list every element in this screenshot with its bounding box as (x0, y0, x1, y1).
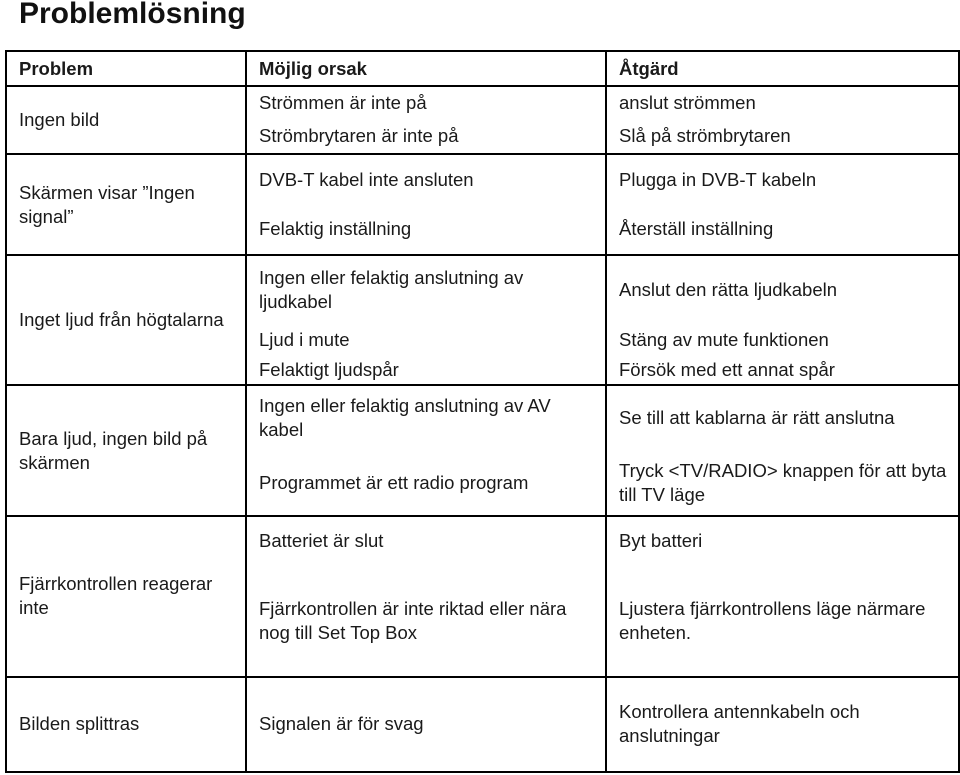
action-cell: Tryck <TV/RADIO> knappen för att byta till TV läge (606, 451, 959, 516)
problem-cell: Bara ljud, ingen bild på skärmen (6, 385, 246, 516)
page-title: Problemlösning (19, 0, 246, 30)
problem-cell: Skärmen visar ”Ingen signal” (6, 154, 246, 254)
table-row (6, 516, 959, 566)
cause-cell: Felaktig inställning (246, 205, 606, 255)
action-cell: Ljustera fjärrkontrollens läge närmare enheten. (606, 566, 959, 676)
table-row (6, 154, 959, 204)
action-cell: Återställ inställning (606, 205, 959, 255)
header-problem: Problem (6, 51, 246, 86)
action-cell: Försök med ett annat spår (606, 355, 959, 385)
cause-cell: Felaktigt ljudspår (246, 355, 606, 385)
table-row (6, 86, 959, 119)
action-cell: Byt batteri (606, 516, 959, 566)
action-cell: Stäng av mute funktionen (606, 325, 959, 355)
table-row (6, 385, 959, 450)
problem-cell: Ingen bild (6, 86, 246, 154)
problem-cell: Inget ljud från högtalarna (6, 255, 246, 386)
problem-cell: Bilden splittras (6, 677, 246, 772)
action-cell: Se till att kablarna är rätt anslutna (606, 385, 959, 450)
table-row (6, 677, 959, 772)
cause-cell: Strömmen är inte på (259, 92, 427, 114)
cause-cell: Fjärrkontrollen är inte riktad eller nära nog till Set Top Box (246, 566, 606, 676)
action-cell: Plugga in DVB-T kabeln (606, 154, 959, 204)
cause-cell: Batteriet är slut (259, 530, 384, 552)
cause-cell: Ingen eller felaktig anslutning av AV kabel (259, 395, 551, 441)
action-cell: anslut strömmen (606, 86, 959, 119)
cause-cell: Signalen är för svag (246, 677, 606, 772)
header-action: Åtgärd (606, 51, 959, 86)
table-row (6, 255, 959, 325)
header-cause: Möjlig orsak (246, 51, 606, 86)
troubleshooting-table (5, 50, 960, 773)
cause-cell: Strömbrytaren är inte på (246, 119, 606, 154)
action-cell: Slå på strömbrytaren (606, 119, 959, 154)
cause-cell: Programmet är ett radio program (246, 451, 606, 516)
cause-cell: DVB-T kabel inte ansluten (259, 168, 474, 190)
cause-cell: Ingen eller felaktig anslutning av ljudkabel (259, 267, 524, 313)
action-cell: Kontrollera antennkabeln och anslutningar (606, 677, 959, 772)
action-cell: Anslut den rätta ljudkabeln (606, 255, 959, 325)
table-header-row (6, 51, 959, 86)
problem-cell: Fjärrkontrollen reagerar inte (6, 516, 246, 677)
cause-cell: Ljud i mute (259, 329, 350, 351)
